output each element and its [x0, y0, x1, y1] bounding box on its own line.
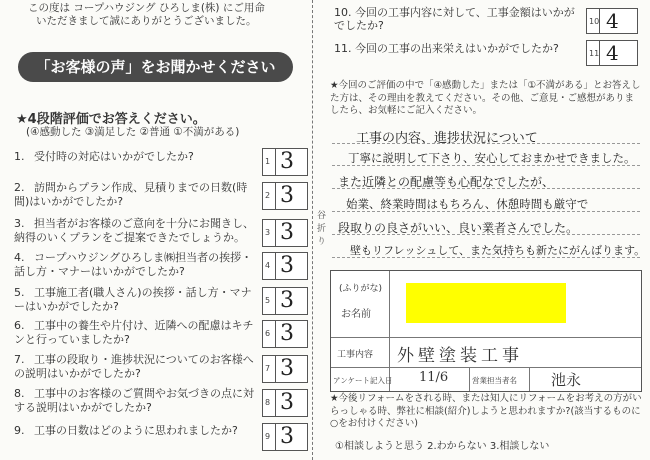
box-number: 6	[265, 329, 271, 338]
question-number: 10.	[334, 6, 352, 19]
question-text: 工事中のお客様のご質問やお気づきの点に対する説明はいかがでしたか?	[14, 387, 254, 414]
furigana-label: (ふりがな)	[339, 284, 383, 294]
answer-value: 3	[280, 220, 294, 245]
name-label: お名前	[341, 309, 371, 320]
answer-box-1[interactable]	[262, 148, 308, 176]
box-number: 11	[589, 49, 600, 58]
question-7	[14, 353, 254, 381]
answer-box-6[interactable]	[262, 320, 308, 348]
question-number: 2.	[14, 181, 25, 194]
answer-value: 3	[280, 390, 294, 415]
redacted-name	[406, 283, 566, 323]
question-number: 9.	[14, 424, 25, 437]
answer-value: 4	[606, 9, 619, 33]
comment-line-3: また近隣との配慮等も心配なでしたが、	[338, 175, 555, 189]
answer-box-10[interactable]	[586, 8, 638, 34]
question-6	[14, 319, 254, 347]
date-label: アンケート記入日	[333, 376, 393, 385]
question-text: 今回の工事内容に対して、工事金額はいかがでしたか?	[334, 6, 575, 32]
question-text: 工事中の養生や片付け、近隣への配慮はキチンと行っていましたか?	[14, 319, 254, 346]
answer-value: 3	[280, 356, 294, 381]
rating-scale: (④感動した ③満足した ②普通 ①不満がある)	[26, 126, 240, 138]
answer-box-5[interactable]	[262, 287, 308, 315]
answer-box-7[interactable]	[262, 355, 308, 383]
question-8	[14, 387, 254, 415]
answer-box-8[interactable]	[262, 389, 308, 417]
box-number: 1	[265, 157, 271, 166]
question-number: 11.	[334, 42, 352, 55]
question-1	[14, 150, 254, 164]
comment-prompt: ★今回のご評価の中で「④感動した」または「①不満がある」とお答えした方は、その理由を教えてください。その他、ご意見・ご感想がありましたら、お気軽にご記入ください。	[330, 80, 641, 116]
work-label: 工事内容	[337, 350, 374, 360]
question-2	[14, 181, 254, 209]
answer-box-3[interactable]	[262, 219, 308, 247]
banner-title: 「お客様の声」をお聞かせください	[18, 52, 293, 82]
comment-line-1: 工事の内容、進捗状況について	[356, 131, 538, 146]
box-number: 3	[265, 228, 271, 237]
question-5	[14, 286, 254, 314]
date-value: 11/6	[419, 370, 449, 385]
box-number: 8	[265, 398, 271, 407]
rating-title: ★4段階評価でお答えください。	[16, 112, 206, 127]
question-text: コープハウジングひろしま㈱担当者の挨拶・話し方・マナーはいかがでしたか?	[14, 251, 253, 278]
future-referral-question: ★今後リフォームをされる時、または知人にリフォームをお考えの方がいらっしゃる時、弊社に相談(紹介)しようと思われますか?(該当するものに○をお付けください)	[330, 393, 642, 429]
question-number: 8.	[14, 387, 25, 400]
answer-value: 3	[280, 183, 294, 208]
comment-line-5: 段取りの良さがいい、良い業者さんでした。	[338, 221, 579, 235]
intro-line-1: この度は コープハウジング ひろしま(株) にご用命	[28, 2, 265, 14]
box-number: 7	[265, 364, 271, 373]
question-text: 工事の日数はどのように思われましたか?	[34, 424, 238, 437]
comment-line-6: 壁もリフレッシュして、また気持ちも新たにがんばります。	[350, 244, 646, 257]
fold-line	[312, 0, 313, 460]
box-number: 5	[265, 296, 271, 305]
work-value: 外壁塗装工事	[397, 346, 523, 366]
question-number: 3.	[14, 217, 25, 230]
answer-value: 3	[280, 424, 294, 449]
question-4	[14, 251, 254, 279]
answer-value: 3	[280, 149, 294, 174]
question-text: 受付時の対応はいかがでしたか?	[34, 150, 194, 163]
question-number: 6.	[14, 319, 25, 332]
question-text: 工事施工者(職人さん)の挨拶・話し方・マナーはいかがでしたか?	[14, 286, 252, 313]
box-number: 9	[265, 432, 271, 441]
answer-value: 3	[280, 288, 294, 313]
question-11	[334, 42, 582, 55]
box-number: 10	[589, 17, 600, 26]
referral-options[interactable]: ①相談しようと思う 2.わからない 3.相談しない	[335, 441, 550, 452]
answer-value: 3	[280, 321, 294, 346]
question-number: 1.	[14, 150, 25, 163]
question-text: 今回の工事の出来栄えはいかがでしたか?	[355, 42, 559, 55]
answer-value: 3	[280, 253, 294, 278]
comment-line-4: 始業、終業時間はもちろん、休憩時間も厳守で	[346, 197, 589, 211]
question-number: 7.	[14, 353, 25, 366]
answer-box-2[interactable]	[262, 182, 308, 210]
answer-box-11[interactable]	[586, 40, 638, 66]
answer-box-4[interactable]	[262, 252, 308, 280]
question-text: 担当者がお客様のご意向を十分にお聞きし、納得のいくプランをご提案できたでしょうか。	[14, 217, 254, 244]
box-number: 2	[265, 191, 271, 200]
question-number: 5.	[14, 286, 25, 299]
intro-line-2: いただきまして誠にありがとうございました。	[36, 15, 257, 27]
answer-box-9[interactable]	[262, 423, 308, 451]
comment-line-2: 丁寧に説明して下さり、安心しておまかせできました。	[348, 151, 636, 165]
question-text: 訪問からプラン作成、見積りまでの日数(時間)はいかがでしたか?	[14, 181, 248, 208]
question-9	[14, 424, 254, 438]
question-number: 4.	[14, 251, 25, 264]
box-number: 4	[265, 261, 271, 270]
staff-value: 池永	[551, 371, 582, 389]
question-text: 工事の段取り・進捗状況についてのお客様への説明はいかがでしたか?	[14, 353, 254, 380]
fold-label: 谷折り	[315, 210, 325, 249]
question-10	[334, 6, 582, 32]
intro-text	[28, 2, 318, 28]
staff-label: 営業担当者名	[472, 376, 517, 385]
answer-value: 4	[606, 41, 619, 65]
question-3	[14, 217, 254, 245]
